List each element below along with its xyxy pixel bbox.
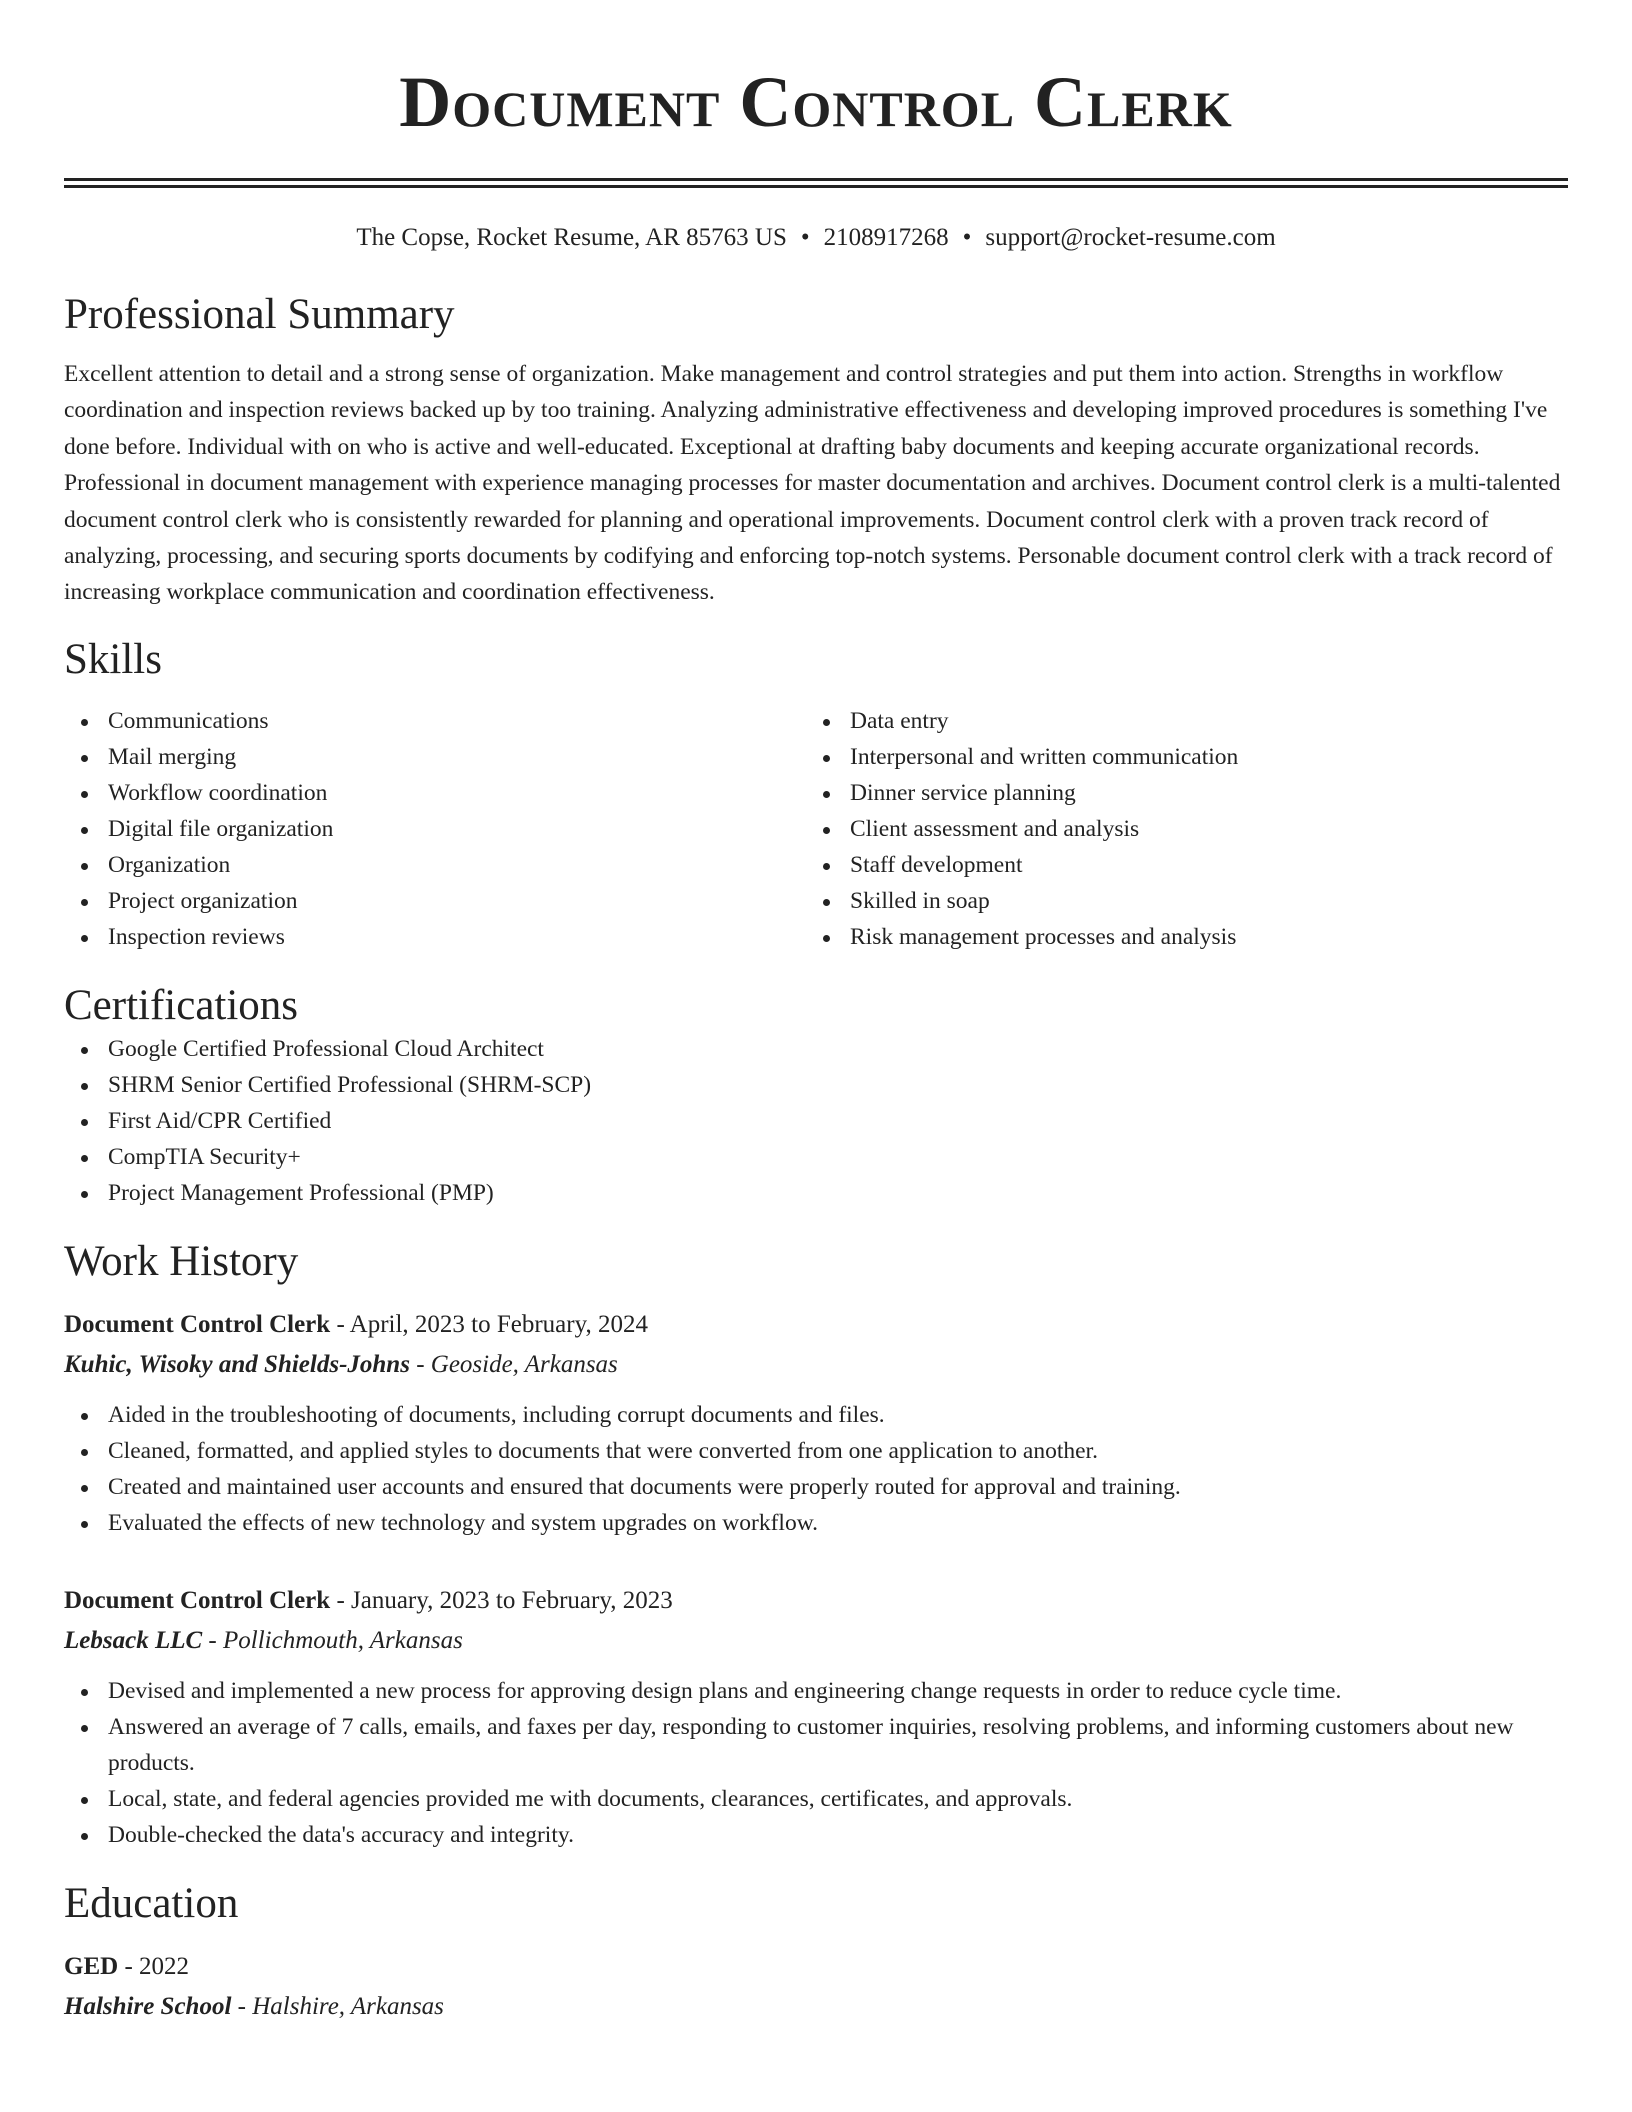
title-divider	[64, 178, 1568, 188]
skills-heading: Skills	[64, 635, 162, 683]
job-location: - Pollichmouth, Arkansas	[202, 1626, 463, 1654]
summary-section	[64, 290, 1568, 611]
skill-item: Mail merging	[64, 739, 806, 775]
contact-line	[64, 222, 1568, 254]
job-company: Lebsack LLC	[64, 1626, 203, 1654]
skill-item: Project organization	[64, 883, 806, 919]
skill-item: Interpersonal and written communication	[806, 739, 1548, 775]
job-role: Document Control Clerk	[64, 1310, 331, 1338]
education-year: - 2022	[118, 1952, 190, 1980]
skills-list-right	[806, 703, 1548, 955]
skill-item: Digital file organization	[64, 811, 806, 847]
education-school-line	[64, 1987, 1568, 2027]
skill-item: Risk management processes and analysis	[806, 919, 1548, 955]
job-bullet: Aided in the troubleshooting of documents, including corrupt documents and files.	[64, 1397, 1568, 1433]
job-company-line	[64, 1345, 1568, 1385]
skills-grid	[64, 703, 1568, 955]
contact-phone: 2108917268	[823, 224, 949, 251]
contact-address: The Copse, Rocket Resume, AR 85763 US	[356, 224, 787, 251]
job-dates: - April, 2023 to February, 2024	[330, 1310, 648, 1338]
work-history-section	[64, 1237, 1568, 1853]
job-entry	[64, 1581, 1568, 1853]
job-title-line	[64, 1581, 1568, 1621]
summary-heading: Professional Summary	[64, 291, 455, 338]
education-entry	[64, 1947, 1568, 2027]
job-bullet: Local, state, and federal agencies provided me with documents, clearances, certificates, and approvals.	[64, 1781, 1568, 1817]
skill-item: Staff development	[806, 847, 1548, 883]
certification-item: Project Management Professional (PMP)	[64, 1175, 1568, 1211]
skills-section	[64, 635, 1568, 955]
job-bullet: Double-checked the data's accuracy and integrity.	[64, 1817, 1568, 1853]
skill-item: Communications	[64, 703, 806, 739]
certification-item: CompTIA Security+	[64, 1139, 1568, 1175]
job-bullet: Cleaned, formatted, and applied styles to documents that were converted from one application to another.	[64, 1433, 1568, 1469]
job-entry	[64, 1305, 1568, 1541]
job-bullet: Created and maintained user accounts and ensured that documents were properly routed for approval and training.	[64, 1469, 1568, 1505]
job-company-line	[64, 1621, 1568, 1661]
contact-separator: •	[800, 224, 810, 251]
resume-title: Document Control Clerk	[399, 62, 1233, 142]
skill-item: Workflow coordination	[64, 775, 806, 811]
job-bullet: Devised and implemented a new process for approving design plans and engineering change requests in order to reduce cycle time.	[64, 1673, 1568, 1709]
skills-column-left	[64, 703, 806, 955]
skill-item: Inspection reviews	[64, 919, 806, 955]
skill-item: Data entry	[806, 703, 1548, 739]
job-company: Kuhic, Wisoky and Shields-Johns	[64, 1350, 410, 1378]
job-bullets	[64, 1397, 1568, 1541]
summary-text: Excellent attention to detail and a strong sense of organization. Make management and control strategies and put them into action. Strengths in workflow coordination and inspection reviews backed up by too training. Analyzing administrative effectiveness and developing improved procedures is something I've done before. Individual with on who is active and well-educated. Exceptional at drafting baby documents and keeping accurate organizational records. Professional in document management with experience managing processes for master documentation and archives. Document control clerk is a multi-talented document control clerk who is consistently rewarded for planning and operational improvements. Document control clerk with a proven track record of analyzing, processing, and securing sports documents by codifying and enforcing top-notch systems. Personable document control clerk with a track record of increasing workplace communication and coordination effectiveness.	[64, 361, 1561, 606]
education-heading: Education	[64, 1879, 239, 1927]
education-school: Halshire School	[64, 1992, 232, 2020]
job-bullets	[64, 1673, 1568, 1853]
education-location: - Halshire, Arkansas	[231, 1992, 444, 2020]
work-history-heading: Work History	[64, 1237, 299, 1285]
job-title-line	[64, 1305, 1568, 1345]
contact-email: support@rocket-resume.com	[985, 224, 1276, 251]
education-section	[64, 1879, 1568, 2027]
certifications-section	[64, 981, 1568, 1211]
contact-separator: •	[962, 224, 972, 251]
skill-item: Client assessment and analysis	[806, 811, 1548, 847]
skills-list-left	[64, 703, 806, 955]
job-bullet: Answered an average of 7 calls, emails, and faxes per day, responding to customer inquiries, resolving problems, and informing customers about new products.	[64, 1709, 1568, 1781]
job-role: Document Control Clerk	[64, 1586, 331, 1614]
certifications-heading: Certifications	[64, 981, 299, 1029]
skill-item: Dinner service planning	[806, 775, 1548, 811]
skills-column-right	[806, 703, 1548, 955]
certification-item: First Aid/CPR Certified	[64, 1103, 1568, 1139]
skill-item: Organization	[64, 847, 806, 883]
skill-item: Skilled in soap	[806, 883, 1548, 919]
education-degree-line	[64, 1947, 1568, 1987]
certification-item: Google Certified Professional Cloud Architect	[64, 1031, 1568, 1067]
certification-item: SHRM Senior Certified Professional (SHRM-SCP)	[64, 1067, 1568, 1103]
job-dates: - January, 2023 to February, 2023	[330, 1586, 673, 1614]
certifications-list	[64, 1031, 1568, 1211]
job-location: - Geoside, Arkansas	[409, 1350, 618, 1378]
job-bullet: Evaluated the effects of new technology and system upgrades on workflow.	[64, 1505, 1568, 1541]
education-degree: GED	[64, 1952, 119, 1980]
